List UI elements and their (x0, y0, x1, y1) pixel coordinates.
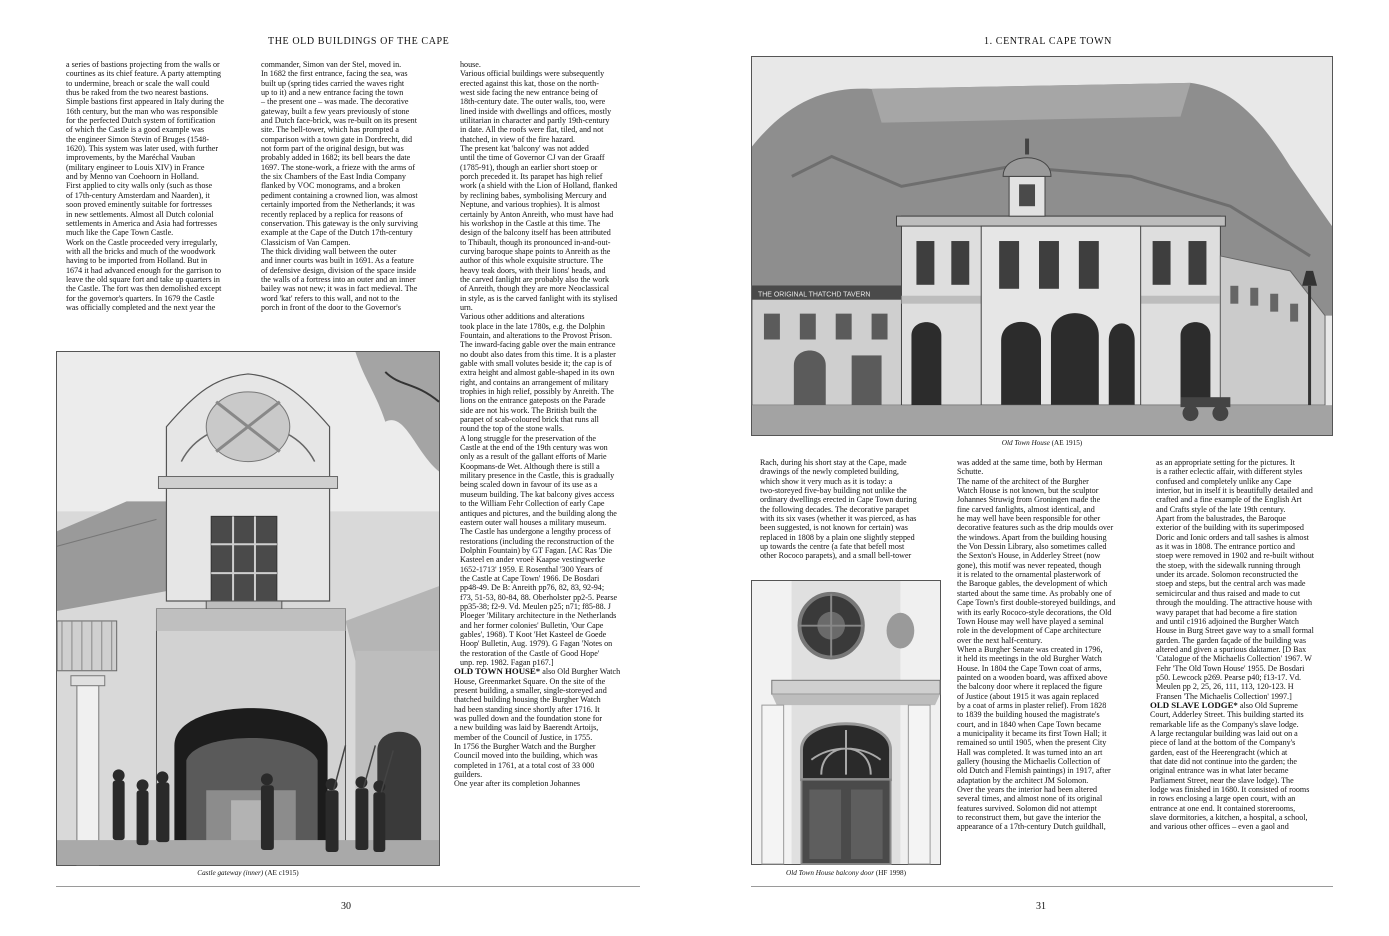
caption-credit: (HF 1998) (874, 869, 906, 877)
caption-credit: (AE 1915) (1049, 439, 1083, 447)
entry-heading-old-slave-lodge: OLD SLAVE LODGE* (1150, 699, 1238, 710)
castle-gateway-illustration (57, 352, 439, 865)
caption-title: Old Town House balcony door (786, 869, 875, 877)
left-column-3 (454, 60, 642, 882)
old-town-house-illustration (752, 57, 1332, 435)
entry-body-old-slave-lodge: also Old Supreme Court, Adderley Street. This building started its remarkable life as the Company's slave lodge. A large rectangular building was laid out on a piece of land at the bottom of the Company's garden, east of the Heerengracht (which at that date did not continue into the garden; the original entrance was in what later became Parliament Street, near the slave lodge). The lodge was finished in 1680. It consisted of rooms in rows enclosing a large open court, with an entrance at one end. It contained storerooms, slave dormitories, a kitchen, a hospital, a school, and various other offices – even a gaol and (1150, 700, 1310, 832)
left-column-2: commander, Simon van der Stel, moved in. In 1682 the first entrance, facing the sea, was built up (spring tides carried the waves right up to it) and a new entrance facing the town – the present one – was made. The decorative gateway, built a few years previously of stone and Dutch face-brick, was re-built on its present site. The bell-tower, which has prompted a comparison with a town gate in Dordrecht, did not form part of the original design, but was probably added in 1682; its bell bears the date 1697. The stone-work, a frieze with the arms of the six Chambers of the East India Company flanked by VOC monograms, and a broken pediment containing a crowned lion, was almost certainly imported from the Netherlands; it was recently replaced by a replica for reasons of conservation. This gateway is the only surviving example at the Cape of the Dutch 17th-century Classicism of Van Campen. The thick dividing wall between the outer and inner courts was built in 1691. As a feature of defensive design, division of the space inside the walls of a fortress into an outer and an inner bailey was not new; it was in fact medieval. The word 'kat' refers to this wall, and not to the porch in front of the door to the Governor's (261, 60, 418, 312)
footer-rule-left (56, 886, 640, 887)
caption-credit: (AE c1915) (263, 869, 299, 877)
balcony-door-illustration (752, 581, 940, 864)
michaelis-body-text: as an appropriate setting for the pictures. It is a rather eclectic affair, with different styles confused and completely unlike any Cape interior, but in itself it is beautifully detailed and crafted and a fine example of the English Art and Crafts style of the late 19th century. Apart from the balustrades, the Baroque exterior of the building with its superimposed Doric and Ionic orders and tall sashes is almost as it was in 1808. The entrance portico and stoep were removed in 1902 and re-built without the stoep, with the sidewalk running through under its arcade. Solomon reconstructed the stoep and steps, but the central arch was made semicircular and thus raised and made to cut through the moulding. The attractive house with wavy parapet that had become a fire station and until c1916 adjoined the Burgher Watch House in Burg Street gave way to a small formal garden. The garden façade of the building was altered and given a spurious daktamer. [D Bax 'Catalogue of the Michaelis Collection' 1967. W Fehr 'The Old Town House' 1955. De Bosdari p50. Lewcock p269. Pearse p40; f13-17. Vd. Meulen pp 2, 25, 26, 111, 113, 120-123. H Fransen 'The Michaelis Collection' 1997.] (1156, 458, 1315, 701)
balcony-door-photo (751, 580, 941, 865)
right-column-3 (1150, 458, 1338, 882)
balcony-door-caption (751, 869, 941, 877)
footer-rule-right (751, 886, 1333, 887)
page-number-left: 30 (341, 901, 351, 912)
right-column-1: Rach, during his short stay at the Cape, made drawings of the newly completed building, which show it very much as it is today: a two-storeyed five-bay building not unlike the ordinary dwellings erected in Cape Town during the following decades. The decorative parapet with its six vases (whether it was pierced, as has been suggested, is not known for certain) was replaced in 1808 by a plain one slightly stepped up towards the centre (a fate that befell most other Rococo parapets), and a small bell-tower (760, 458, 917, 561)
page-number-right: 31 (1036, 901, 1046, 912)
old-town-house-caption (751, 439, 1333, 447)
old-slave-lodge-entry (1150, 701, 1338, 832)
castle-body-text: house. Various official buildings were subsequently erected against this kat, those on the north- west side facing the new entrance being of 18th-century date. The outer walls, too, were lined inside with dwellings and offices, mostly utilitarian in character and partly 19th-century in date. All the roofs were flat, tiled, and not thatched, in view of the fire hazard. The present kat 'balcony' was not added until the time of Governor CJ van der Graaff (1785-91), though an earlier short stoep or porch preceded it. Its parapet has high relief work (a shield with the Lion of Holland, flanked by reclining babes, symbolising Mercury and Neptune, and various trophies). It is almost certainly by Anton Anreith, who must have had his workshop in the Castle at this time. The design of the balcony itself has been attributed to Thibault, though its pronounced in-and-out- curving baroque shape points to Anreith as the author of this whole exquisite structure. The heavy teak doors, with their lions' heads, and the carved fanlight are probably also the work of Anreith, though they are more Neoclassical in style, as is the carved fanlight with its stylised urn. Various other additions and alterations took place in the late 1780s, e.g. the Dolphin Fountain, and alterations to the Provost Prison. The inward-facing gable over the main entrance no doubt also dates from this time. It is a plaster gable with small volutes beside it; the cap is of extra height and almost gable-shaped in its own right, and contains an arrangement of military trophies in high relief, possibly by Anreith. The lions on the entrance gateposts on the Parade side are not his work. The British built the parapet of scab-coloured brick that runs all round the top of the stone walls. A long struggle for the preservation of the Castle at the end of the 19th century was won only as a result of the gallant efforts of Marie Koopmans-de Wet. Although there is still a military presence in the Castle, this is gradually being scaled down in favour of its use as a museum building. The kat balcony gives access to the William Fehr Collection of early Cape antiques and pictures, and the building along the eastern outer wall houses a military museum. The Castle has undergone a lengthy process of restorations (including the reconstruction of the Dolphin Fountain) by GT Fagan. [AC Ras 'Die Kasteel en ander vroeë Kaapse vestingwerke 1652-1713' 1959. E Rosenthal '300 Years of the Castle at Cape Town' 1966. De Bosdari pp48-49. De B: Anreith pp76, 82, 83, 92-94; f73, 51-53, 80-84, 88. Oberholster pp2-5. Pearse pp35-38; f2-9. Vd. Meulen p25; n71; f85-88. J Ploeger 'Military architecture in the Netherlands and her former colonies' Bulletin, 'Our Cape gables', 1968). T Koot 'Het Kasteel de Goede Hoop' Bulletin, Aug. 1979). G Fagan 'Notes on the restoration of the Castle of Good Hope' unp. rep. 1982. Fagan p167.] (460, 60, 618, 667)
caption-title: Old Town House (1001, 439, 1050, 447)
entry-body-old-town-house: also Old Burgher Watch House, Greenmarket Square. On the site of the present building, a smaller, single-storeyed and thatched building housing the Burgher Watch had been standing since shortly after 1716. It was pulled down and the foundation stone for a new building was laid by Baerendt Artoijs, member of the Council of Justice, in 1755. In 1756 the Burgher Watch and the Burgher Council moved into the building, which was completed in 1761, at a total cost of 33 000 guilders. One year after its completion Johannes (454, 667, 621, 789)
running-head-left: THE OLD BUILDINGS OF THE CAPE (268, 36, 450, 47)
running-head-right: 1. CENTRAL CAPE TOWN (984, 36, 1112, 47)
right-column-2: was added at the same time, both by Herman Schutte. The name of the architect of the Burgher Watch House is not known, but the sculptor Johannes Struwig from Groningen made the fine carved fanlights, almost identical, and he may well have been responsible for other decorative features such as the drip moulds over the windows. Apart from the building housing the Von Dessin Library, also sometimes called the Sexton's House, in Adderley Street (now gone), this motif was never repeated, though it is related to the ornamental plasterwork of the Baroque gables, the development of which started about the same time. As probably one of Cape Town's first double-storeyed buildings, and with its early Rococo-style decorations, the Old Town House may well have played a seminal role in the development of Cape architecture over the next half-century. When a Burgher Senate was created in 1796, it held its meetings in the old Burgher Watch House. In 1804 the Cape Town coat of arms, painted on a wooden board, was affixed above the balcony door where it replaced the figure of Justice (about 1915 it was again replaced by a coat of arms in plaster relief). From 1828 to 1839 the building housed the magistrate's court, and in 1840 when Cape Town became a municipality it became its first Town Hall; it remained so until 1905, when the present City Hall was completed. It was turned into an art gallery (housing the Michaelis Collection of old Dutch and Flemish paintings) in 1917, after adaptation by the architect JM Solomon. Over the years the interior had been altered several times, and almost none of its original features survived. Solomon did not attempt to reconstruct them, but gave the interior the appearance of a 17th-century Dutch guildhall, (957, 458, 1116, 832)
caption-title: Castle gateway (inner) (197, 869, 264, 877)
right-page (694, 0, 1389, 936)
castle-gateway-photo (56, 351, 440, 866)
castle-gateway-caption (56, 869, 440, 877)
old-town-house-entry (454, 667, 642, 788)
entry-heading-old-town-house: OLD TOWN HOUSE* (454, 666, 541, 677)
tavern-sign-text: THE ORIGINAL THATCHD TAVERN (757, 291, 871, 299)
left-page (0, 0, 694, 936)
old-town-house-photo (751, 56, 1333, 436)
left-column-1: a series of bastions projecting from the walls or courtines as its chief feature. A party attempting to undermine, breach or scale the wall could thus be raked from the two nearest bastions. Simple bastions first appeared in Italy during the 16th century, but the man who was responsible for the perfected Dutch system of fortification of which the Castle is a good example was the engineer Simon Stevin of Bruges (1548- 1620). This system was later used, with further improvements, by the Maréchal Vauban (military engineer to Louis XIV) in France and by Menno van Coehoorn in Holland. First applied to city walls only (such as those of 17th-century Amsterdam and Naarden), it soon proved eminently suitable for fortresses in new settlements. Almost all Dutch colonial settlements in America and Asia had fortresses much like the Cape Town Castle. Work on the Castle proceeded very irregularly, with all the bricks and much of the woodwork having to be imported from Holland. But in 1674 it had advanced enough for the garrison to leave the old square fort and take up quarters in the Castle. The fort was then demolished except for the governor's quarters. In 1679 the Castle was officially completed and the next year the (66, 60, 225, 312)
